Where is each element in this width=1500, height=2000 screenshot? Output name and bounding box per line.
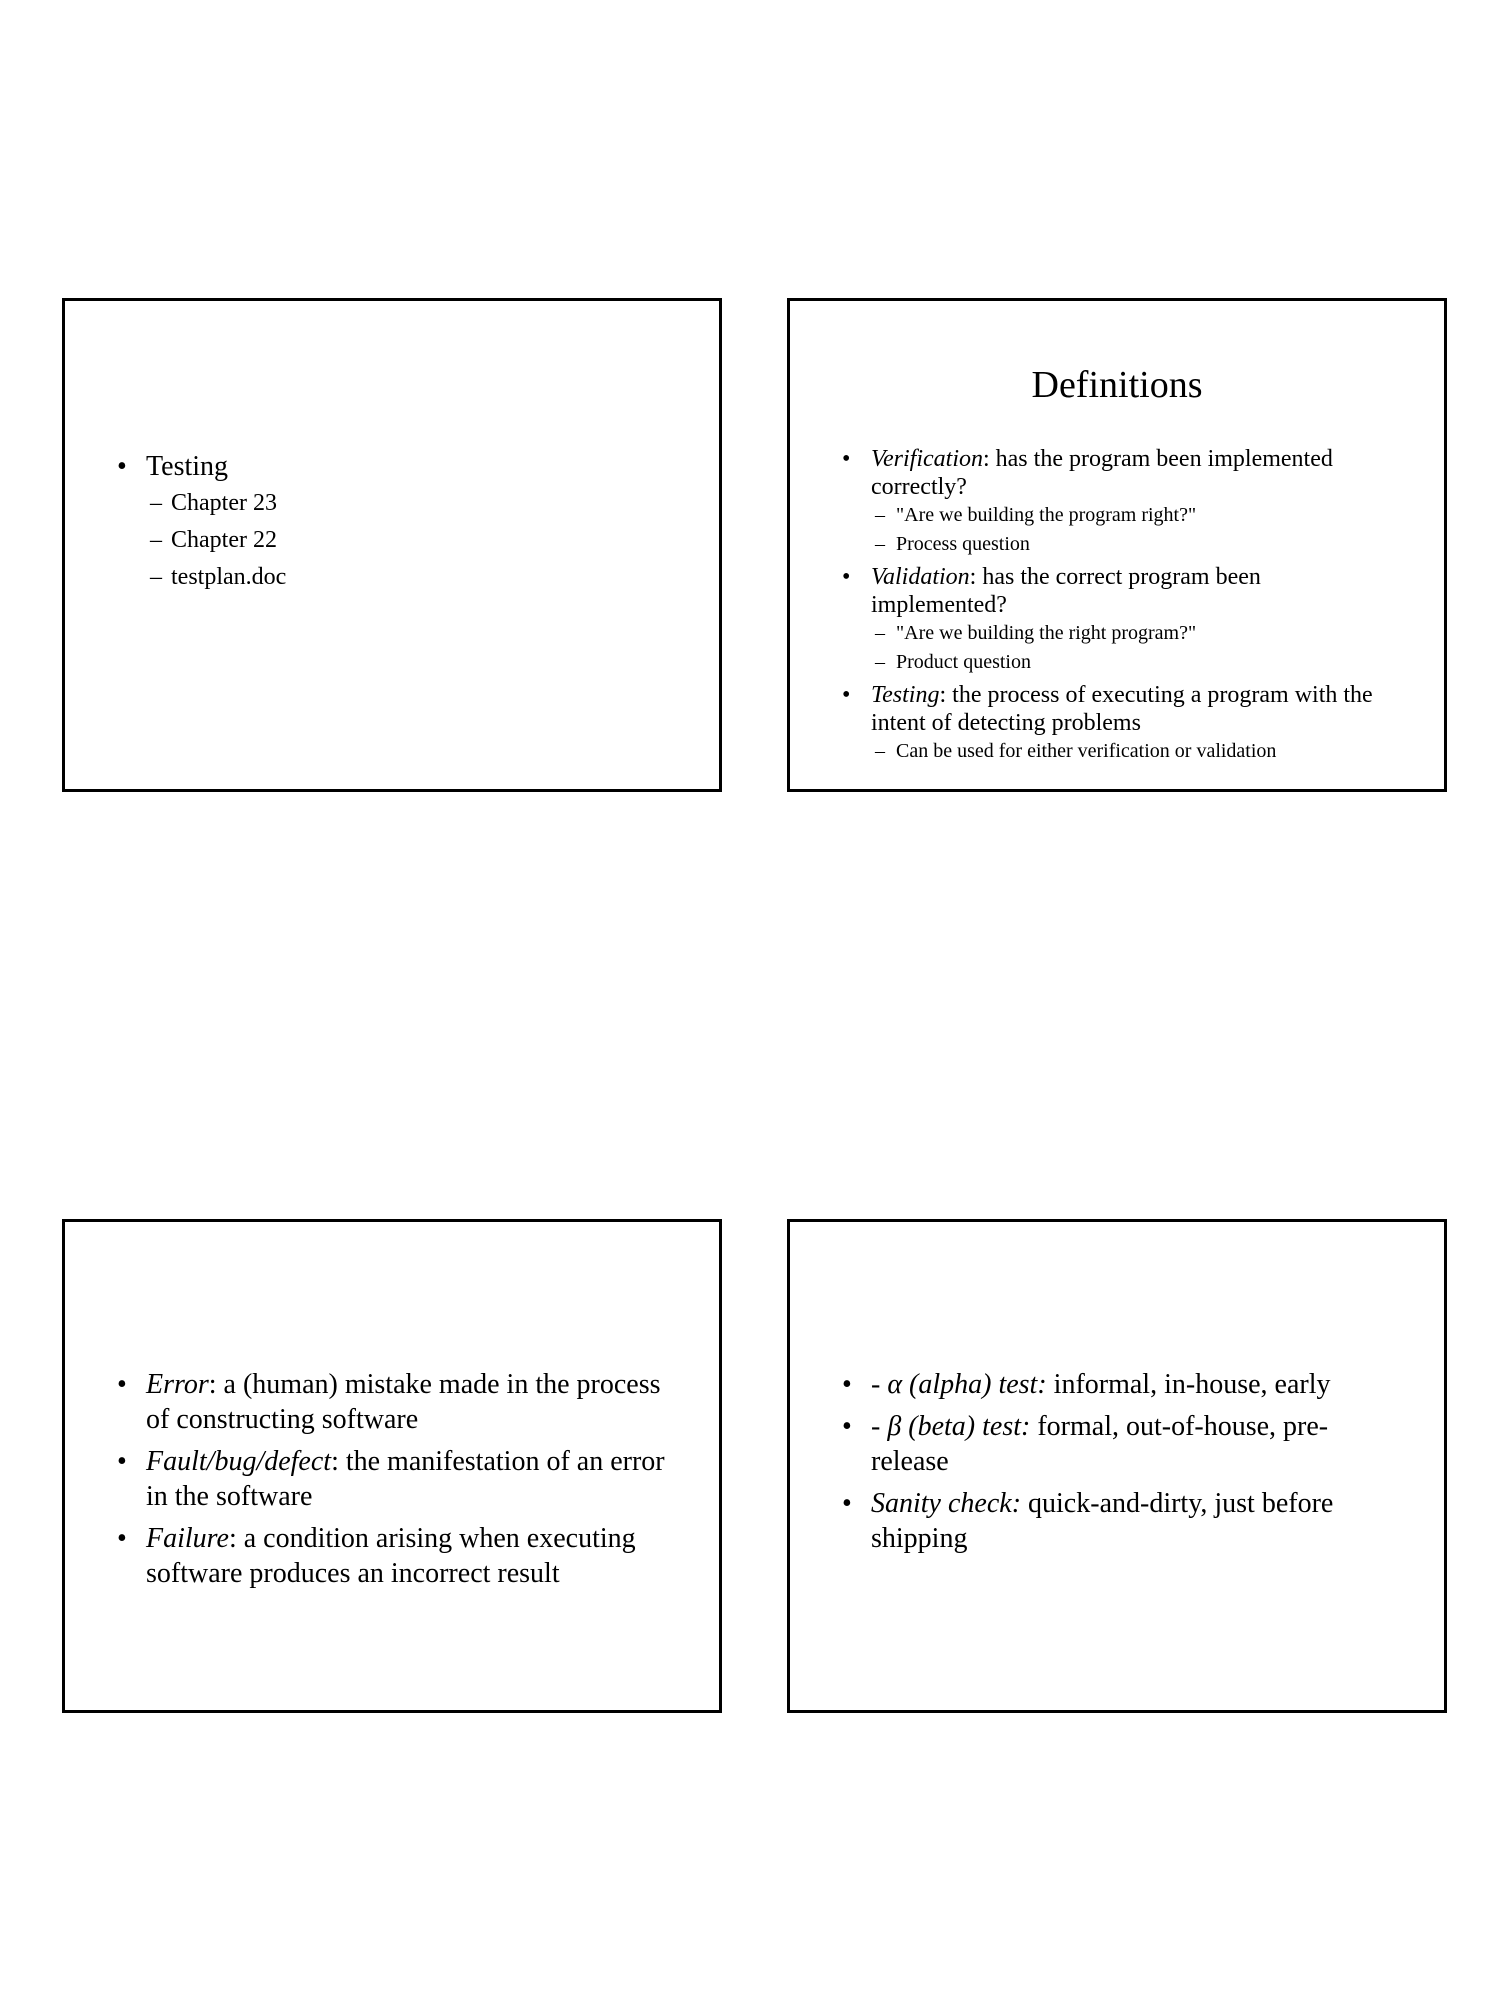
dash-icon: – — [875, 740, 885, 762]
dash-icon: – — [150, 490, 162, 516]
slide-2-bullet-list — [842, 445, 1402, 766]
item-term: Failure — [146, 1523, 229, 1554]
bullet-icon: • — [117, 1523, 127, 1554]
list-item — [117, 1521, 677, 1591]
bullet-icon: • — [117, 1446, 127, 1477]
slide-3-bullet-list — [117, 1367, 677, 1591]
item-term: Validation — [871, 564, 970, 590]
bullet-icon: • — [842, 1369, 852, 1400]
item-text: : has the program been implemented correctly? — [871, 446, 1333, 500]
list-item — [842, 1367, 1402, 1402]
item-term: Testing — [871, 682, 940, 708]
item-term: Error — [146, 1369, 209, 1400]
item-term: β (beta) test: — [887, 1411, 1031, 1442]
sub-list-item — [150, 559, 677, 596]
bullet-icon: • — [842, 1411, 852, 1442]
item-prefix: - — [871, 1411, 888, 1442]
bullet-icon: • — [117, 451, 127, 482]
bullet-icon: • — [842, 1488, 852, 1519]
list-item — [842, 563, 1402, 677]
sub-item-text: Chapter 22 — [171, 527, 277, 553]
item-text: formal, out-of-house, pre-release — [871, 1411, 1329, 1477]
list-item — [842, 1486, 1402, 1556]
sub-list-item — [875, 530, 1402, 559]
sub-item-text: "Are we building the right program?" — [896, 622, 1197, 644]
dash-icon: – — [875, 533, 885, 555]
item-term: α (alpha) test: — [887, 1369, 1047, 1400]
list-item — [117, 1444, 677, 1514]
sub-list-item — [875, 737, 1402, 766]
sub-item-text: testplan.doc — [171, 564, 287, 590]
sub-list-item — [875, 619, 1402, 648]
dash-icon: – — [875, 622, 885, 644]
slide-4 — [787, 1219, 1447, 1713]
item-text: : has the correct program been implemented? — [871, 564, 1261, 618]
item-text: informal, in-house, early — [1046, 1369, 1331, 1400]
sub-list-item — [875, 648, 1402, 677]
dash-icon: – — [150, 527, 162, 553]
item-term: Verification — [871, 446, 983, 472]
slide-2 — [787, 298, 1447, 792]
sub-item-text: Can be used for either verification or validation — [896, 740, 1277, 762]
list-item — [117, 1367, 677, 1437]
dash-icon: – — [150, 564, 162, 590]
sub-list-item — [150, 522, 677, 559]
sub-item-text: Process question — [896, 533, 1030, 555]
list-item — [842, 445, 1402, 559]
sub-item-text: Product question — [896, 651, 1031, 673]
slide-3 — [62, 1219, 722, 1713]
dash-icon: – — [875, 504, 885, 526]
sub-list-item — [875, 501, 1402, 530]
item-prefix: - — [871, 1369, 888, 1400]
item-term: Fault/bug/defect — [146, 1446, 332, 1477]
list-item — [842, 681, 1402, 766]
slide-1 — [62, 298, 722, 792]
sub-item-text: "Are we building the program right?" — [896, 504, 1197, 526]
bullet-icon: • — [842, 564, 851, 590]
bullet-icon: • — [842, 682, 851, 708]
item-text: : a (human) mistake made in the process of constructing software — [146, 1369, 661, 1435]
item-text: : the process of executing a program with the intent of detecting problems — [871, 682, 1373, 736]
item-text: quick-and-dirty, just before shipping — [871, 1488, 1334, 1554]
dash-icon: – — [875, 651, 885, 673]
bullet-icon: • — [842, 446, 851, 472]
item-text: Testing — [146, 451, 229, 482]
slide-4-bullet-list — [842, 1367, 1402, 1556]
item-term: Sanity check: — [871, 1488, 1022, 1519]
sub-item-text: Chapter 23 — [171, 490, 277, 516]
item-text: : the manifestation of an error in the software — [146, 1446, 665, 1512]
sub-list-item — [150, 485, 677, 522]
bullet-icon: • — [117, 1369, 127, 1400]
slide-title: Definitions — [1031, 364, 1203, 406]
list-item — [117, 449, 677, 596]
slide-1-bullet-list — [117, 449, 677, 596]
list-item — [842, 1409, 1402, 1479]
item-text: : a condition arising when executing software produces an incorrect result — [146, 1523, 636, 1589]
